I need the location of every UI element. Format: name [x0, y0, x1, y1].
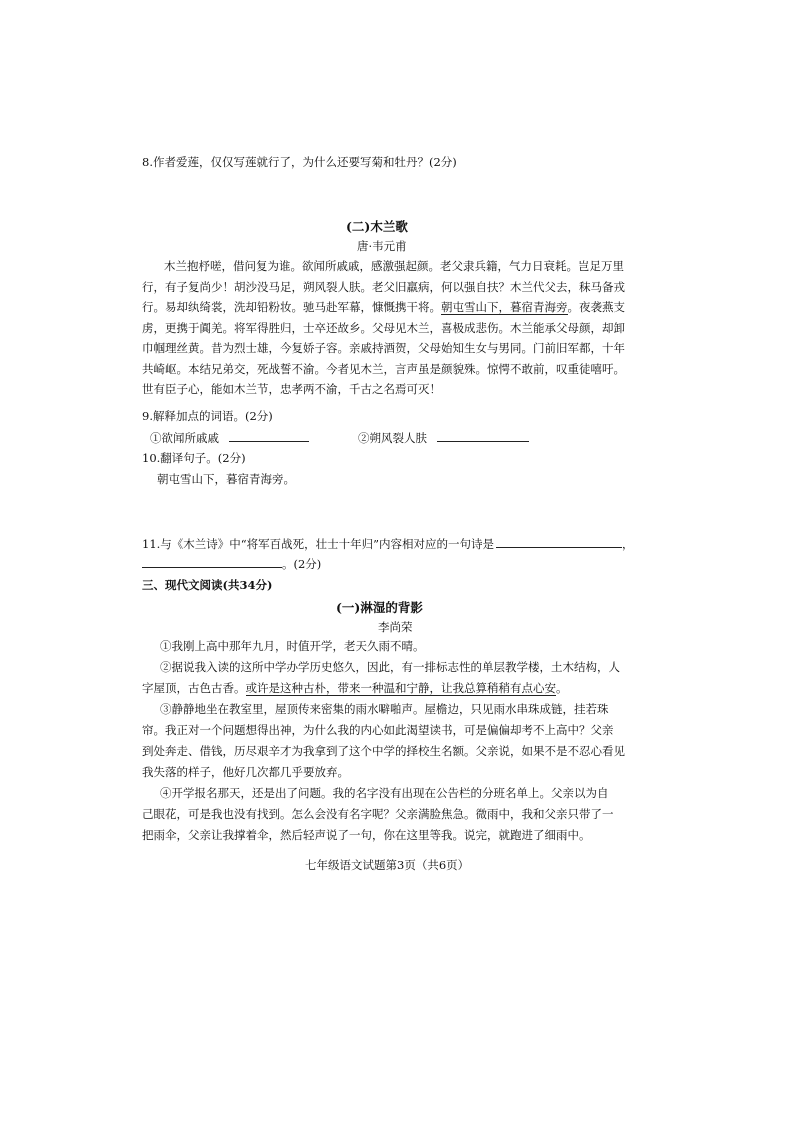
poem-line-text: 。夜袭燕支 — [567, 300, 625, 314]
article-line-text: 字屋顶，古色古香。 — [142, 681, 246, 695]
section-2-author: 唐·韦元甫 — [357, 239, 407, 253]
answer-blank[interactable] — [229, 429, 309, 442]
article-line: 帘。我正对一个问题想得出神，为什么我的内心如此渴望读书，可是偏偏却考不上高中？父亲 — [142, 723, 614, 737]
q11-prompt: 11.与《木兰诗》中“将军百战死，壮士十年归”内容相对应的一句诗是 — [142, 537, 495, 551]
question-9: 9.解释加点的词语。(2分) — [142, 409, 273, 423]
poem-line: 巾帼理丝黄。昔为烈士雄，今复娇子容。亲戚持酒贺，父母始知生女与男同。门前旧军都，十年 — [142, 341, 625, 355]
underlined-sentence: 或许是这种古朴，带来一种温和宁静，让我总算稍稍有点心安 — [245, 681, 556, 695]
poem-line: 行，有子复尚少！胡沙没马足，朔风裂人肤。老父旧羸病，何以强自扶？木兰代父去，秣马备戎 — [142, 279, 625, 294]
poem-line — [142, 256, 662, 277]
article-paragraph-4 — [142, 783, 662, 846]
section-2-title: (二)木兰歌 — [346, 219, 408, 234]
article-line — [142, 678, 662, 699]
question-11-line-2 — [142, 555, 321, 572]
q11-tail: 。(2分) — [282, 557, 322, 571]
poem-line-text: 行。易却纨绮裳，洗却铅粉妆。驰马赴军幕，慷慨携干将。 — [142, 300, 441, 314]
question-9-item-2 — [358, 429, 529, 446]
article-line: 我失落的样子，他好几次都几乎要放弃。 — [142, 765, 349, 779]
page-footer: 七年级语文试题第3页（共6页） — [305, 858, 470, 872]
article-paragraph-2 — [142, 657, 662, 699]
article-line: 到处奔走、借钱，历尽艰辛才为我拿到了这个中学的择校生名额。父亲说，如果不是不忍心看见 — [142, 744, 625, 758]
answer-blank[interactable] — [437, 429, 529, 442]
article-line: ④开学报名那天，还是出了问题。我的名字没有出现在公告栏的分班名单上。父亲以为自 — [160, 786, 609, 800]
poem-line: 虏，更携于阗羌。将军得胜归，士卒还故乡。父母见木兰，喜极成悲伤。木兰能承父母颜，却卸 — [142, 320, 625, 335]
article-line: ②据说我入读的这所中学办学历史悠久，因此，有一排标志性的单层教学楼，土木结构，人 — [160, 660, 620, 674]
article-line-text: 。 — [556, 681, 568, 695]
section-3-title: (一)淋湿的背影 — [336, 600, 423, 615]
poem-line: 共崎岖。本结兄弟交，死战誓不渝。今者见木兰，言声虽是颜貌殊。惊愕不敢前，叹重徒嘻吁。 — [142, 361, 625, 376]
poem-text — [142, 256, 662, 400]
q9-item2-text: ②朔风裂人肤 — [358, 431, 427, 445]
article-line: ③静静地坐在教室里，屋顶传来密集的雨水噼啪声。屋檐边，只见雨水串珠成链，挂若珠 — [160, 702, 609, 716]
question-10-sentence: 朝屯雪山下，暮宿青海旁。 — [157, 472, 295, 486]
question-10: 10.翻译句子。(2分) — [142, 451, 246, 465]
article-line: 把雨伞，父亲让我撑着伞，然后轻声说了一句，你在这里等我。说完，就跑进了细雨中。 — [142, 828, 591, 842]
article-line: 己眼花，可是我也没有找到。怎么会没有名字呢？父亲满脸焦急。微雨中，我和父亲只带了一 — [142, 807, 614, 821]
q9-item1-text: ①欲闻所戚戚 — [150, 431, 219, 445]
answer-blank[interactable] — [496, 535, 622, 548]
article-line: ①我刚上高中那年九月，时值开学，老天久雨不晴。 — [160, 639, 425, 653]
poem-line-text: 木兰抱杼嗟，借问复为谁。欲闻所戚戚，感激强起颜。老父隶兵籍，气力日衰耗。岂足万里 — [164, 259, 624, 273]
answer-blank[interactable] — [142, 555, 282, 568]
article-paragraph-1 — [142, 636, 662, 657]
article-paragraph-3 — [142, 699, 662, 783]
section-3-author: 李尚荣 — [378, 620, 413, 634]
underlined-sentence: 朝屯雪山下，暮宿青海旁 — [441, 300, 568, 314]
question-8: 8.作者爱莲，仅仅写莲就行了，为什么还要写菊和牡丹？(2分) — [142, 155, 457, 169]
q11-comma: ， — [622, 537, 634, 551]
poem-line — [142, 297, 662, 318]
question-11 — [142, 535, 634, 552]
question-9-item-1 — [150, 429, 309, 446]
section-3-heading: 三、现代文阅读(共34分) — [142, 578, 273, 592]
poem-line: 世有臣子心，能如木兰节，忠孝两不渝，千古之名焉可灭！ — [142, 382, 441, 396]
